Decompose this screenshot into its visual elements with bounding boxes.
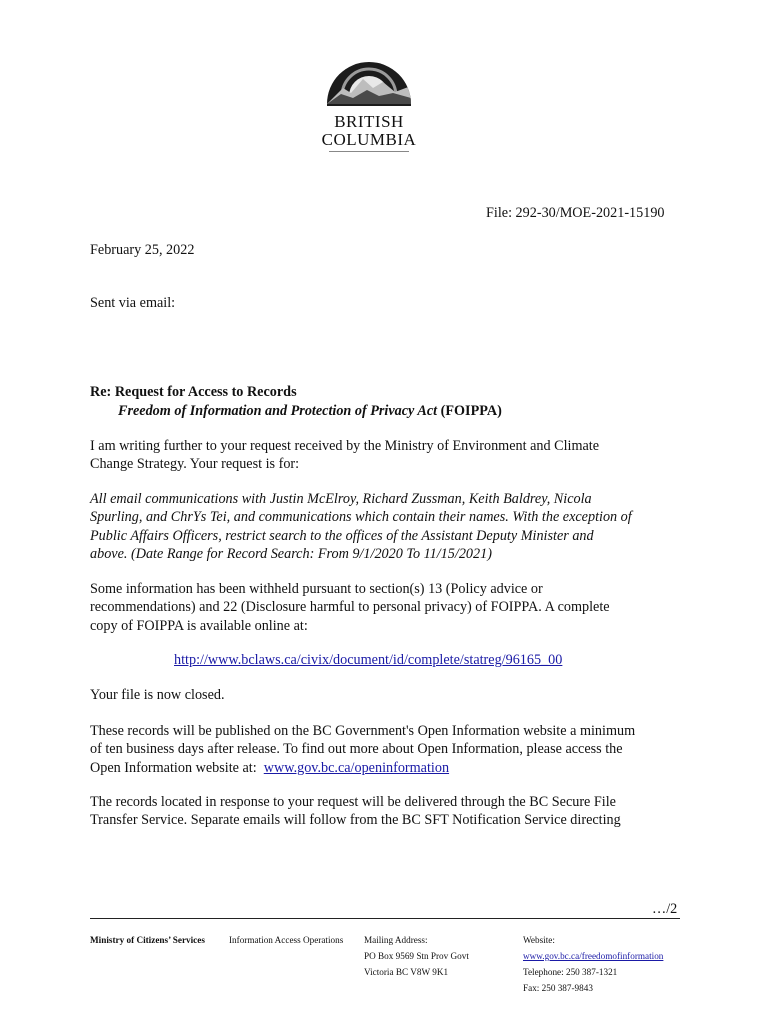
act-title: Freedom of Information and Protection of Privacy Act [118, 403, 438, 419]
intro-paragraph [90, 437, 599, 474]
open-information-paragraph [90, 722, 635, 777]
foippa-link[interactable]: http://www.bclaws.ca/civix/document/id/complete/statreg/96165_00 [174, 652, 563, 668]
mailing-label: Mailing Address: [364, 935, 428, 945]
footer-contact [523, 933, 663, 996]
delivery-paragraph [90, 793, 621, 830]
text-line: copy of FOIPPA is available online at: [90, 617, 308, 634]
withheld-paragraph [90, 580, 610, 635]
text-line: Public Affairs Officers, restrict search to the offices of the Assistant Deputy Minister and [90, 527, 594, 544]
text-line: of ten business days after release. To find out more about Open Information, please access the [90, 741, 623, 758]
open-information-link[interactable]: www.gov.bc.ca/openinformation [263, 759, 450, 776]
text-line: Transfer Service. Separate emails will follow from the BC SFT Notification Service directing [90, 812, 621, 829]
request-description [90, 490, 632, 563]
letter-date: February 25, 2022 [90, 242, 195, 258]
telephone: Telephone: 250 387-1321 [523, 967, 618, 977]
footer-divider [90, 918, 680, 919]
fax: Fax: 250 387-9843 [523, 983, 593, 993]
re-act-line [118, 402, 502, 420]
text-line: The records located in response to your request will be delivered through the BC Secure File [90, 794, 616, 810]
footer-mailing-address [364, 933, 469, 980]
freedom-of-information-link[interactable]: www.gov.bc.ca/freedomofinformation [523, 951, 664, 961]
bc-sun-mountains-icon [313, 46, 425, 108]
logo-underline [329, 151, 409, 152]
text-line: These records will be published on the BC Government's Open Information website a minimum [90, 723, 636, 739]
mailing-line: PO Box 9569 Stn Prov Govt [364, 951, 469, 961]
text-line [90, 759, 635, 777]
file-closed-notice: Your file is now closed. [90, 687, 225, 703]
act-abbreviation: (FOIPPA) [437, 403, 502, 419]
text-line: Change Strategy. Your request is for: [90, 456, 300, 473]
text-line: Some information has been withheld pursuant to section(s) 13 (Policy advice or [90, 581, 543, 597]
text-line: Spurling, and ChrYs Tei, and communications which contain their names. With the exception of [90, 509, 632, 526]
logo-wordmark-columbia: COLUMBIA [321, 130, 417, 149]
text-line: I am writing further to your request received by the Ministry of Environment and Climate [90, 438, 600, 454]
website-label: Website: [523, 935, 555, 945]
re-subject: Re: Request for Access to Records [90, 384, 297, 400]
footer-ministry: Ministry of Citizens’ Services [90, 935, 205, 945]
page-continuation-marker: …/2 [652, 901, 678, 917]
text-line: recommendations) and 22 (Disclosure harmful to personal privacy) of FOIPPA. A complete [90, 599, 610, 616]
bc-logo [313, 46, 425, 149]
file-reference: File: 292-30/MOE-2021-15190 [486, 205, 665, 221]
footer-division: Information Access Operations [229, 935, 344, 945]
mailing-line: Victoria BC V8W 9K1 [364, 967, 449, 977]
sent-via: Sent via email: [90, 295, 176, 311]
text-segment: Open Information website at: [90, 759, 264, 776]
logo-wordmark-british: BRITISH [334, 112, 404, 131]
text-line: above. (Date Range for Record Search: From 9/1/2020 To 11/15/2021) [90, 545, 492, 562]
text-line: All email communications with Justin McElroy, Richard Zussman, Keith Baldrey, Nicola [90, 491, 592, 507]
